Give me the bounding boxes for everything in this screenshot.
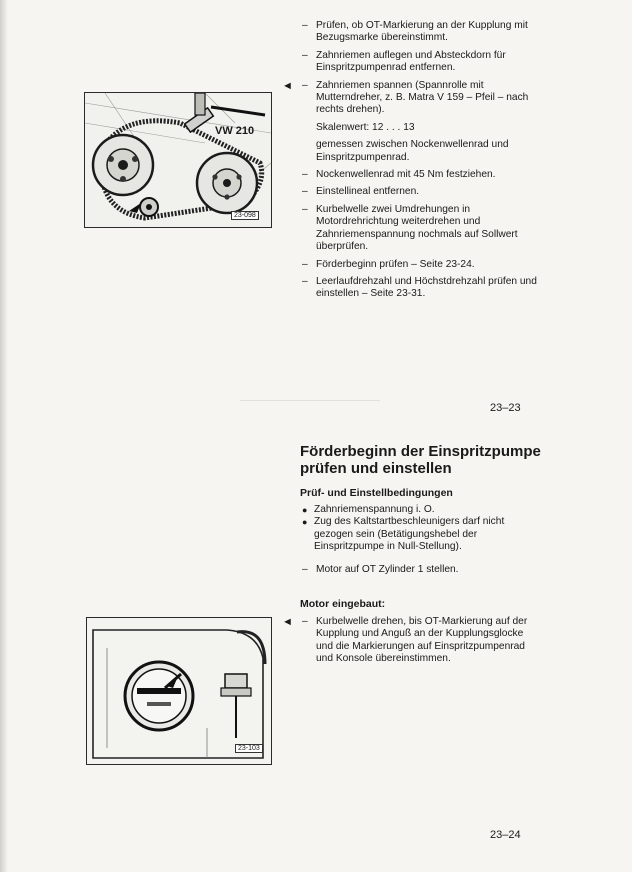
figure-timing-belt	[84, 92, 272, 228]
list-item: – Einstellineal entfernen.	[302, 186, 420, 198]
page-number-top: 23–23	[490, 402, 521, 414]
list-item: – Förderbeginn prüfen – Seite 23-24.	[302, 258, 475, 270]
list-item: – Motor auf OT Zylinder 1 stellen.	[302, 564, 459, 575]
list-item: – Kurbelwelle zwei Umdrehungen in Motordrehrichtung weiterdrehen und Zahnriemenspannung nochmals auf Sollwert überprüfen.	[302, 203, 518, 253]
list-item: ◄ – Kurbelwelle drehen, bis OT-Markierung auf der Kupplung und Anguß an der Kupplungsglocke und die Markierungen auf Einspritzpumpenrad und Konsole übereinstimmen.	[282, 616, 528, 665]
tool-label-vw210: VW 210	[215, 125, 255, 137]
scale-value: Skalenwert: 12 . . . 13	[316, 121, 415, 133]
bleed-through-text	[300, 6, 303, 17]
injection-pump-wheel	[197, 153, 257, 213]
figure-flywheel-mark	[86, 617, 272, 765]
arrow-marker-icon: ◄	[282, 616, 293, 628]
list-item: – Nockenwellenrad mit 45 Nm festziehen.	[302, 169, 496, 181]
list-item: – Prüfen, ob OT-Markierung an der Kupplung mit Bezugsmarke übereinstimmt.	[302, 20, 528, 44]
figure-number: 23-098	[231, 211, 259, 220]
list-item: ● Zahnriemenspannung i. O.	[302, 504, 435, 515]
list-item: – Zahnriemen auflegen und Absteckdorn für Einspritzpumpenrad entfernen.	[302, 49, 506, 74]
arrow-marker-icon: ◄	[282, 79, 293, 92]
installed-step	[282, 616, 540, 671]
timing-belt-drawing	[85, 93, 271, 227]
bleed-through-line	[240, 400, 380, 401]
page-number-bottom: 23–24	[490, 829, 521, 841]
flywheel-drawing	[87, 618, 271, 764]
conditions-list	[300, 504, 540, 554]
section-title: Förderbeginn der Einspritzpumpe prüfen und einstellen	[300, 443, 541, 477]
list-item: ● Zug des Kaltstartbeschleunigers darf nicht gezogen sein (Betätigungshebel der Einspritzpumpe in Null-Stellung).	[302, 516, 505, 553]
inspection-opening	[125, 662, 193, 730]
bullet-icon: ●	[302, 505, 308, 515]
camshaft-wheel	[93, 135, 153, 195]
conditions-heading: Prüf- und Einstellbedingungen	[300, 487, 453, 499]
step-ot	[300, 564, 540, 581]
installed-heading: Motor eingebaut:	[300, 598, 386, 610]
page-edge-shadow	[0, 0, 8, 872]
bullet-icon: ●	[302, 517, 308, 528]
instructions-top	[282, 20, 540, 306]
list-item: – Leerlaufdrehzahl und Höchstdrehzahl prüfen und einstellen – Seite 23-31.	[302, 275, 537, 300]
figure-number: 23-103	[235, 744, 263, 753]
scale-note: gemessen zwischen Nockenwellenrad und Einspritzpumpenrad.	[316, 139, 509, 163]
list-item: ◄ – Zahnriemen spannen (Spannrolle mit Mutterndreher, z. B. Matra V 159 – Pfeil – nach rechts drehen).	[282, 79, 529, 116]
